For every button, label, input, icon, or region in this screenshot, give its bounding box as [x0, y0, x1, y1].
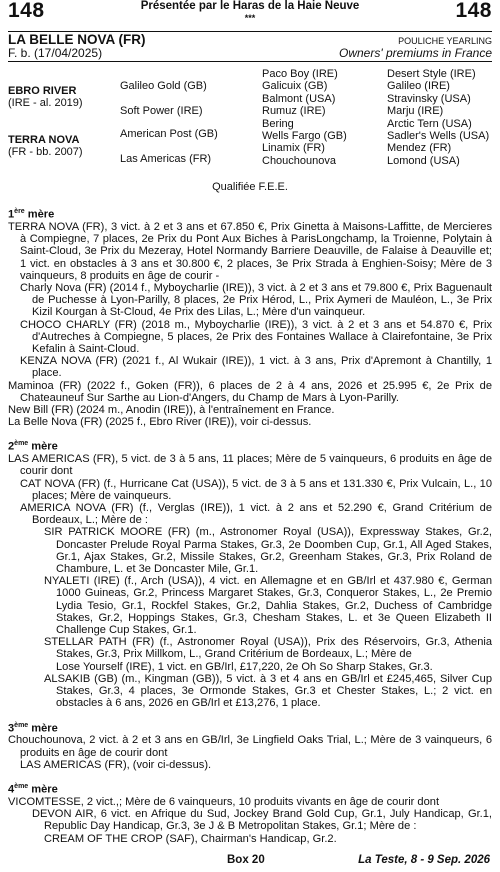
lot-number-left: 148	[8, 0, 45, 22]
produce-record	[8, 206, 492, 845]
produce-entry: CAT NOVA (FR) (f., Hurricane Cat (USA)), 5 vict. de 3 à 5 ans et 131.330 €, Prix Vulcain, L., 10 places; Mère de vainqueurs.	[20, 477, 492, 502]
sire-name: EBRO RIVER	[8, 85, 77, 97]
lot-number-right: 148	[455, 0, 492, 22]
section-first-dam	[8, 206, 492, 428]
sub-rule	[8, 61, 492, 62]
pedigree-gen2-0: Galileo Gold (GB)	[120, 80, 207, 92]
produce-entry: KENZA NOVA (FR) (2021 f., Al Wukair (IRE)), 1 vict. à 3 ans, Prix d'Apremont à Chantilly, 1 place.	[20, 355, 492, 380]
footer-location: La Teste, 8 - 9 Sep. 2026	[358, 854, 490, 866]
consignor-title: Présentée par le Haras de la Haie Neuve	[140, 0, 360, 12]
qualification: Qualifiée F.E.E.	[212, 181, 288, 193]
section-title: 4ème mère	[8, 783, 58, 796]
header-stars: ***	[244, 13, 256, 23]
produce-entry: New Bill (FR) (2024 m., Anodin (IRE)), à l'entraînement en France.	[8, 403, 335, 416]
dam-record: TERRA NOVA (FR), 3 vict. à 2 et 3 ans et 67.850 €, Prix Ginetta à Maisons-Laffitte, de Mercieres à Compiegne, 7 places, 2e Prix du Pont Aux Biches à ParisLongchamp, la Troienne, Polytain à Saint-Cloud, 3e Prix du Mezeray, Hotel Normandy Barriere Deauville, de Falaise à Deauville et; 1 vict. en obstacles à 3 ans et 30.800 €, 2 places, 3e Prix Strada à Enghien-Soisy; Mère de 3 vainqueurs, 8 produits en âge de courir -	[8, 220, 492, 282]
pedigree-gen3: Paco Boy (IRE) Galicuix (GB) Balmont (USA) Rumuz (IRE) Bering Wells Fargo (GB) Linamix (FR) Chouchounova	[262, 68, 347, 167]
section-third-dam	[8, 720, 492, 772]
horse-name: LA BELLE NOVA (FR)	[8, 32, 146, 47]
produce-entry: ALSAKIB (GB) (m., Kingman (GB)), 5 vict. à 3 et 4 ans en GB/Irl et £245,465, Silver Cup Stakes, Gr.3, 4 places, 3e Ormonde Stakes, Gr.3 et Chester Stakes, L.; 2 vict. en obstacles à 6 ans, 2026 en GB/Irl et £13,276, 1 place.	[44, 672, 492, 710]
sire-info: (IRE - al. 2019)	[8, 97, 83, 110]
dam-record: VICOMTESSE, 2 vict.,; Mère de 6 vainqueurs, 10 produits vivants en âge de courir dont	[8, 795, 440, 808]
pedigree-gen2-1: Soft Power (IRE)	[120, 105, 203, 117]
horse-sex-dob: F. b. (17/04/2025)	[8, 46, 103, 60]
pedigree-dam	[8, 134, 83, 159]
produce-entry: Lose Yourself (IRE), 1 vict. en GB/Irl, £17,220, 2e Oh So Sharp Stakes, Gr.3.	[56, 660, 433, 673]
produce-entry: Charly Nova (FR) (2014 f., Myboycharlie (IRE)), 3 vict. à 2 et 3 ans et 79.800 €, Prix Baguenault de Puchesse à Lyon-Parilly, 8 places, 2e Prix Hérod, L., Prix Aymeri de Mauléon, L., 3e Prix Kizil Kourgan à St-Cloud, 4e Prix des Lilas, L.; Mère d'un vainqueur.	[20, 281, 492, 319]
section-title: 1ère mère	[8, 208, 55, 221]
horse-category: POULICHE YEARLING	[398, 36, 492, 46]
dam-name: TERRA NOVA	[8, 134, 80, 146]
dam-record: LAS AMERICAS (FR), 5 vict. de 3 à 5 ans, 11 places; Mère de 5 vainqueurs, 6 produits en âge de courir dont	[8, 453, 492, 478]
dam-record: Chouchounova, 2 vict. à 2 et 3 ans en GB/Irl, 3e Lingfield Oaks Trial, L.; Mère de 3 vainqueurs, 6 produits en âge de courir dont	[8, 734, 492, 759]
produce-entry: NYALETI (IRE) (f., Arch (USA)), 4 vict. en Allemagne et en GB/Irl et 437.980 €, German 1000 Guineas, Gr.2, Princess Margaret Stakes, Gr.3, Conqueror Stakes, L., 2e Premio Lydia Tesio, Gr.1, Rockfel Stakes, Gr.2, Dahlia Stakes, Gr.2, Duchess of Cambridge Stakes, Gr.2, Hoppings Stakes, Gr.3, Chesham Stakes, L. et 3e Queen Elizabeth II Challenge Cup Stakes, Gr.1.	[44, 575, 492, 637]
produce-entry: Maminoa (FR) (2022 f., Goken (FR)), 6 places de 2 à 4 ans, 2026 et 25.995 €, 2e Prix de Chateauneuf Sur Sarthe au Lion-d'Angers, du Champ de Mars à Lyon-Parilly.	[8, 379, 492, 404]
produce-entry: SIR PATRICK MOORE (FR) (m., Astronomer Royal (USA)), Expressway Stakes, Gr.2, Doncaster Prelude Royal Parma Stakes, Gr.3, 2e Doomben Cup, Gr.1, All Aged Stakes, Gr.1, Ajax Stakes, Gr.2, Missile Stakes, Gr.2, Greenham Stakes, Gr.3, Prix Roland de Chambure, L. et 3e Doncaster Mile, Gr.1.	[44, 526, 492, 576]
section-second-dam	[8, 438, 492, 709]
dam-info: (FR - bb. 2007)	[8, 146, 83, 159]
section-title: 3ème mère	[8, 721, 58, 735]
pedigree-gen2-3: Las Americas (FR)	[120, 153, 212, 165]
produce-entry: La Belle Nova (FR) (2025 f., Ebro River (IRE)), voir ci-dessus.	[8, 416, 312, 429]
pedigree-gen4: Desert Style (IRE) Galileo (IRE) Stravinsky (USA) Marju (IRE) Arctic Tern (USA) Sadler's Wells (USA) Mendez (FR) Lomond (USA)	[387, 68, 490, 167]
footer-box: Box 20	[227, 854, 265, 866]
section-fourth-dam	[8, 781, 492, 845]
produce-entry: LAS AMERICAS (FR), (voir ci-dessus).	[20, 758, 212, 771]
produce-entry: AMERICA NOVA (FR) (f., Verglas (IRE)), 1 vict. à 2 ans et 52.290 €, Grand Critérium de Bordeaux, L.; Mère de :	[20, 502, 492, 527]
pedigree-sire	[8, 85, 83, 110]
pedigree-gen2-2: American Post (GB)	[120, 128, 218, 140]
produce-entry: CREAM OF THE CROP (SAF), Chairman's Handicap, Gr.2.	[44, 832, 337, 845]
section-title: 2ème mère	[8, 440, 58, 454]
owners-premiums-note: Owners' premiums in France	[339, 46, 492, 60]
produce-entry: DEVON AIR, 6 vict. en Afrique du Sud, Jockey Brand Gold Cup, Gr.1, July Handicap, Gr.1, Republic Day Handicap, Gr.3, 3e J & B Metropolitan Stakes, Gr.1; Mère de :	[32, 808, 492, 833]
produce-entry: CHOCO CHARLY (FR) (2018 m., Myboycharlie (IRE)), 3 vict. à 2 et 3 ans et 54.870 €, Prix d'Autreches à Compiegne, 5 places, 2e Prix des Fontaines Wallace à Clairefontaine, 3e Prix Kefalin à Saint-Cloud.	[20, 318, 492, 355]
produce-entry: STELLAR PATH (FR) (f., Astronomer Royal (USA)), Prix des Réservoirs, Gr.3, Athenia Stakes, Gr.3, Prix Millkom, L., Grand Critérium de Bordeaux, L.; Mère de	[44, 636, 492, 661]
